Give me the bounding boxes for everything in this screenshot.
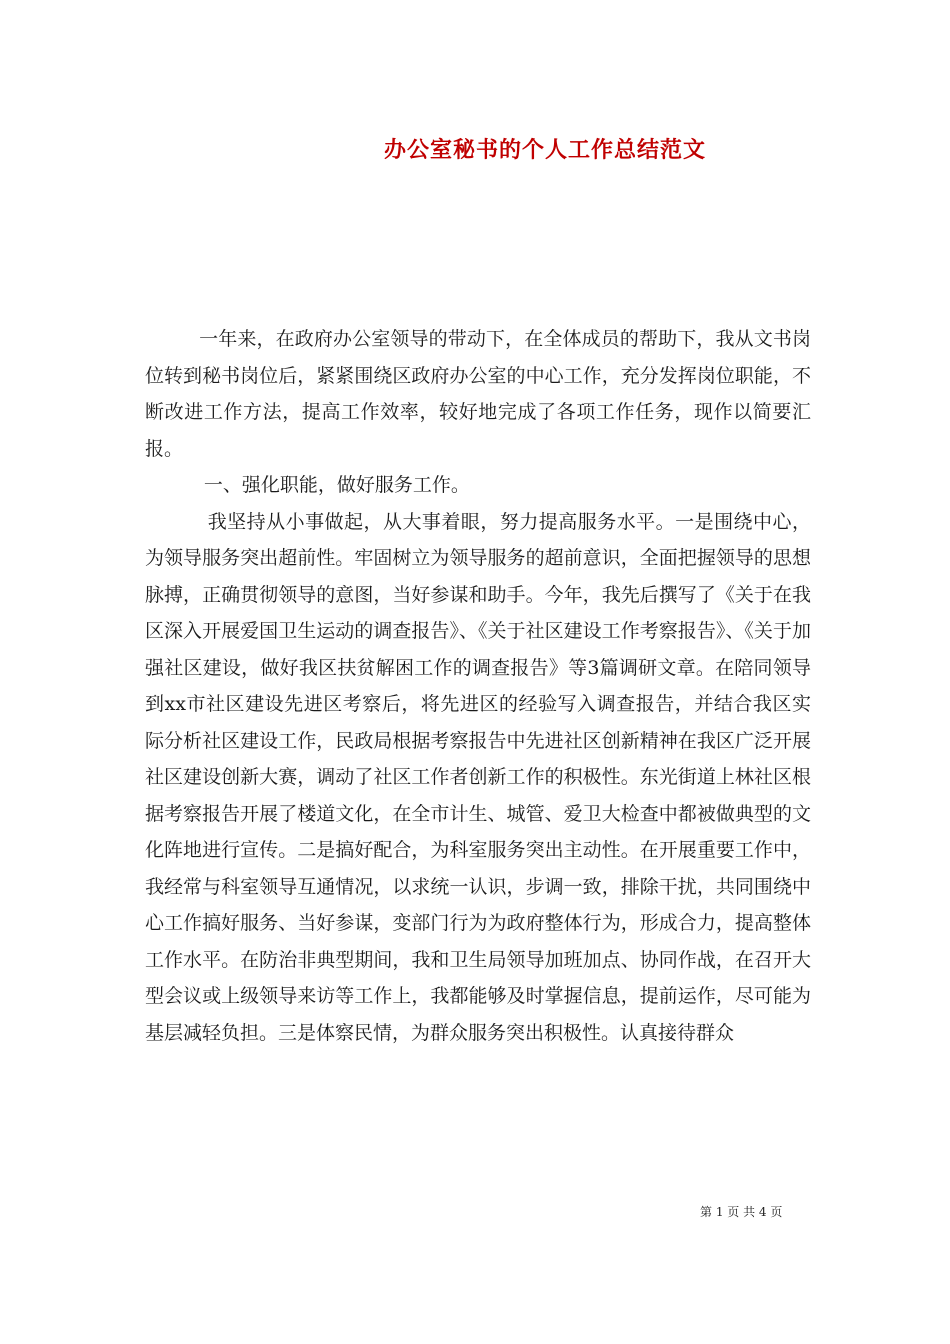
paragraph-intro: 一年来，在政府办公室领导的带动下，在全体成员的帮助下，我从文书岗位转到秘书岗位后，紧紧围绕区政府办公室的中心工作，充分发挥岗位职能，不断改进工作方法，提高工作效率，较好地完成了各项工作任务，现作以简要汇报。 (145, 328, 811, 460)
page-number: 第 1 页 共 4 页 (700, 1205, 783, 1219)
section-heading: 一、强化职能，做好服务工作。 (203, 474, 470, 496)
document-title: 办公室秘书的个人工作总结范文 (383, 137, 706, 163)
document-body (145, 321, 811, 1051)
paragraph-section-one: 我坚持从小事做起，从大事着眼，努力提高服务水平。一是围绕中心，为领导服务突出超前性。牢固树立为领导服务的超前意识，全面把握领导的思想脉搏，正确贯彻领导的意图，当好参谋和助手。今年，我先后撰写了《关于在我区深入开展爱国卫生运动的调查报告》、《关于社区建设工作考察报告》、《关于加强社区建设，做好我区扶贫解困工作的调查报告》等3篇调研文章。在陪同领导到xx市社区建设先进区考察后，将先进区的经验写入调查报告，并结合我区实际分析社区建设工作，民政局根据考察报告中先进社区创新精神在我区广泛开展社区建设创新大赛，调动了社区工作者创新工作的积极性。东光街道上林社区根据考察报告开展了楼道文化，在全市计生、城管、爱卫大检查中都被做典型的文化阵地进行宣传。二是搞好配合，为科室服务突出主动性。在开展重要工作中，我经常与科室领导互通情况，以求统一认识，步调一致，排除干扰，共同围绕中心工作搞好服务、当好参谋，变部门行为为政府整体行为，形成合力，提高整体工作水平。在防治非典型期间，我和卫生局领导加班加点、协同作战，在召开大型会议或上级领导来访等工作上，我都能够及时掌握信息，提前运作，尽可能为基层减轻负担。三是体察民情，为群众服务突出积极性。认真接待群众 (145, 510, 811, 1044)
